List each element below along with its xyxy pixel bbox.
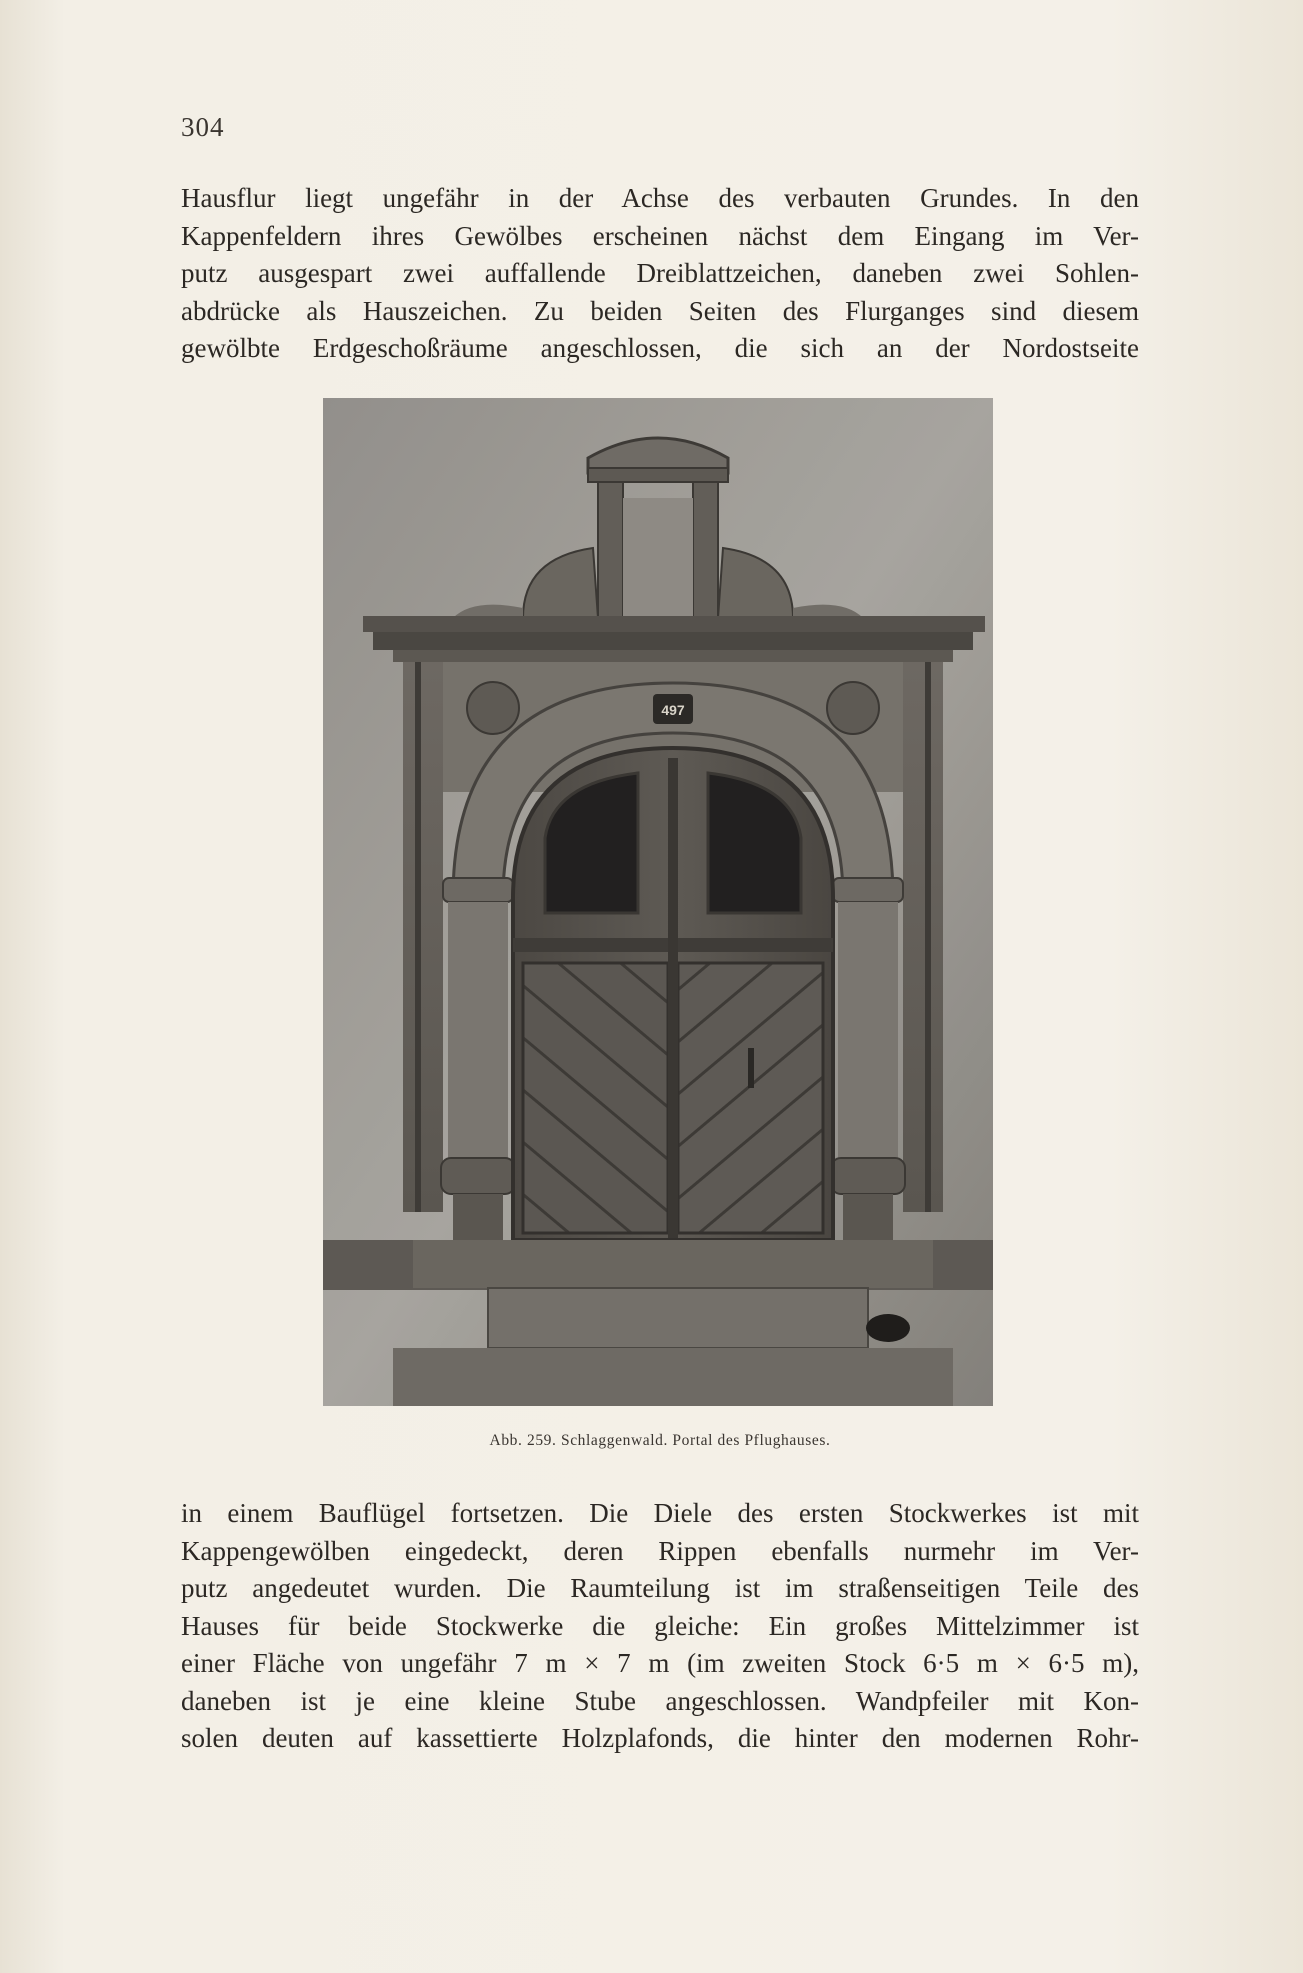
- text-line: abdrücke als Hauszeichen. Zu beiden Seiten des Flurganges sind diesem: [181, 295, 1139, 326]
- text-line: daneben ist je eine kleine Stube angeschlossen. Wandpfeiler mit Kon-: [181, 1685, 1139, 1716]
- house-number: 497: [661, 702, 685, 718]
- text-line: Kappenfeldern ihres Gewölbes erscheinen nächst dem Eingang im Ver-: [181, 220, 1139, 251]
- text-line: putz ausgespart zwei auffallende Dreiblattzeichen, daneben zwei Sohlen-: [181, 258, 1139, 288]
- text-line: putz angedeutet wurden. Die Raumteilung ist im straßenseitigen Teile des: [181, 1573, 1139, 1603]
- text-line: Hauses für beide Stockwerke die gleiche: Ein großes Mittelzimmer ist: [181, 1610, 1139, 1641]
- top-paragraph: [181, 180, 1139, 368]
- text-line: gewölbte Erdgeschoßräume angeschlossen, die sich an der Nordostseite: [181, 333, 1139, 363]
- figure-caption: Abb. 259. Schlaggenwald. Portal des Pflughauses.: [489, 1432, 831, 1449]
- text-line: solen deuten auf kassettierte Holzplafonds, die hinter den modernen Rohr-: [181, 1723, 1139, 1753]
- bottom-paragraph: [181, 1495, 1139, 1758]
- text-line: Kappengewölben eingedeckt, deren Rippen ebenfalls nurmehr im Ver-: [181, 1535, 1139, 1566]
- page-number: 304: [181, 112, 225, 142]
- text-line: einer Fläche von ungefähr 7 m × 7 m (im zweiten Stock 6·5 m × 6·5 m),: [181, 1648, 1139, 1678]
- text-line: in einem Bauflügel fortsetzen. Die Diele des ersten Stockwerkes ist mit: [181, 1498, 1139, 1528]
- text-line: Hausflur liegt ungefähr in der Achse des verbauten Grundes. In den: [181, 183, 1139, 213]
- portal-photograph: [323, 398, 993, 1406]
